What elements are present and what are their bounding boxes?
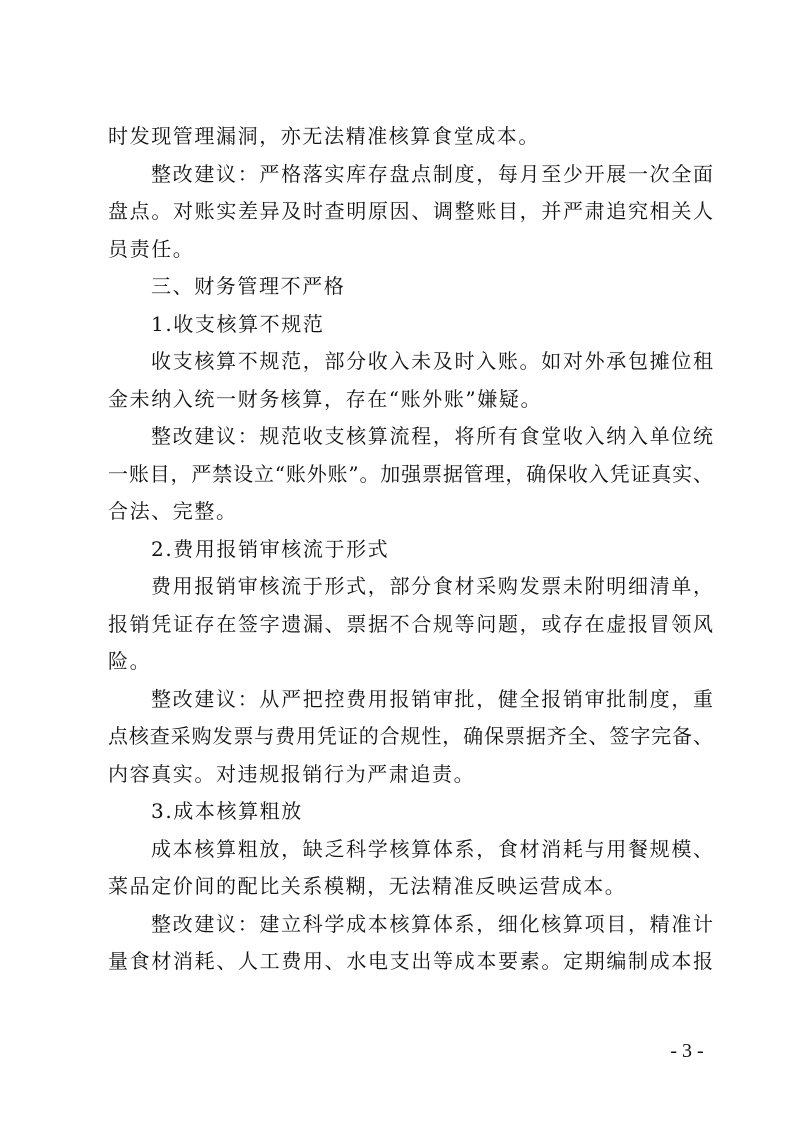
paragraph: [108, 156, 713, 269]
text-line: 整改建议：规范收支核算流程，将所有食堂收入纳入单位统: [151, 424, 713, 448]
subsection-heading: [108, 306, 713, 344]
text-line: 2.费用报销审核流于形式: [151, 536, 390, 561]
paragraph: [108, 906, 713, 981]
text-line: 量食材消耗、人工费用、水电支出等成本要素。定期编制成本报: [108, 949, 713, 973]
page-number: - 3 -: [670, 1040, 704, 1062]
text-line: 菜品定价间的配比关系模糊，无法精准反映运营成本。: [108, 874, 627, 898]
text-line: 内容真实。对违规报销行为严肃追责。: [108, 761, 476, 786]
subsection-heading: [108, 531, 713, 569]
paragraph: [108, 568, 713, 681]
paragraph: [108, 681, 713, 794]
text-line: 点核查采购发票与费用凭证的合规性，确保票据齐全、签字完备、: [108, 724, 713, 748]
text-line: 3.成本核算粗放: [151, 799, 303, 823]
text-line: 成本核算粗放，缺乏科学核算体系，食材消耗与用餐规模、: [151, 836, 713, 861]
paragraph: [108, 118, 713, 156]
text-line: 时发现管理漏洞，亦无法精准核算食堂成本。: [108, 124, 540, 148]
paragraph: [108, 831, 713, 906]
text-line: 报销凭证存在签字遗漏、票据不合规等问题，或存在虚报冒领风: [108, 611, 713, 636]
section-heading: [108, 268, 713, 306]
text-line: 一账目，严禁设立“账外账”。加强票据管理，确保收入凭证真实、: [108, 461, 713, 486]
text-line: 费用报销审核流于形式，部分食材采购发票未附明细清单，: [151, 574, 713, 598]
paragraph: [108, 418, 713, 531]
text-line: 员责任。: [108, 236, 195, 261]
subsection-heading: [108, 793, 713, 831]
text-line: 1.收支核算不规范: [151, 311, 325, 336]
document-body: [108, 118, 713, 981]
paragraph: [108, 343, 713, 418]
text-line: 盘点。对账实差异及时查明原因、调整账目，并严肃追究相关人: [108, 199, 713, 223]
text-line: 整改建议：严格落实库存盘点制度，每月至少开展一次全面: [151, 161, 713, 186]
text-line: 收支核算不规范，部分收入未及时入账。如对外承包摊位租: [151, 349, 713, 373]
text-line: 金未纳入统一财务核算，存在“账外账”嫌疑。: [108, 386, 543, 411]
text-line: 整改建议：建立科学成本核算体系，细化核算项目，精准计: [151, 911, 713, 936]
text-line: 整改建议：从严把控费用报销审批，健全报销审批制度，重: [151, 686, 713, 711]
text-line: 合法、完整。: [108, 499, 238, 523]
text-line: 三、财务管理不严格: [151, 274, 346, 298]
text-line: 险。: [108, 649, 152, 673]
